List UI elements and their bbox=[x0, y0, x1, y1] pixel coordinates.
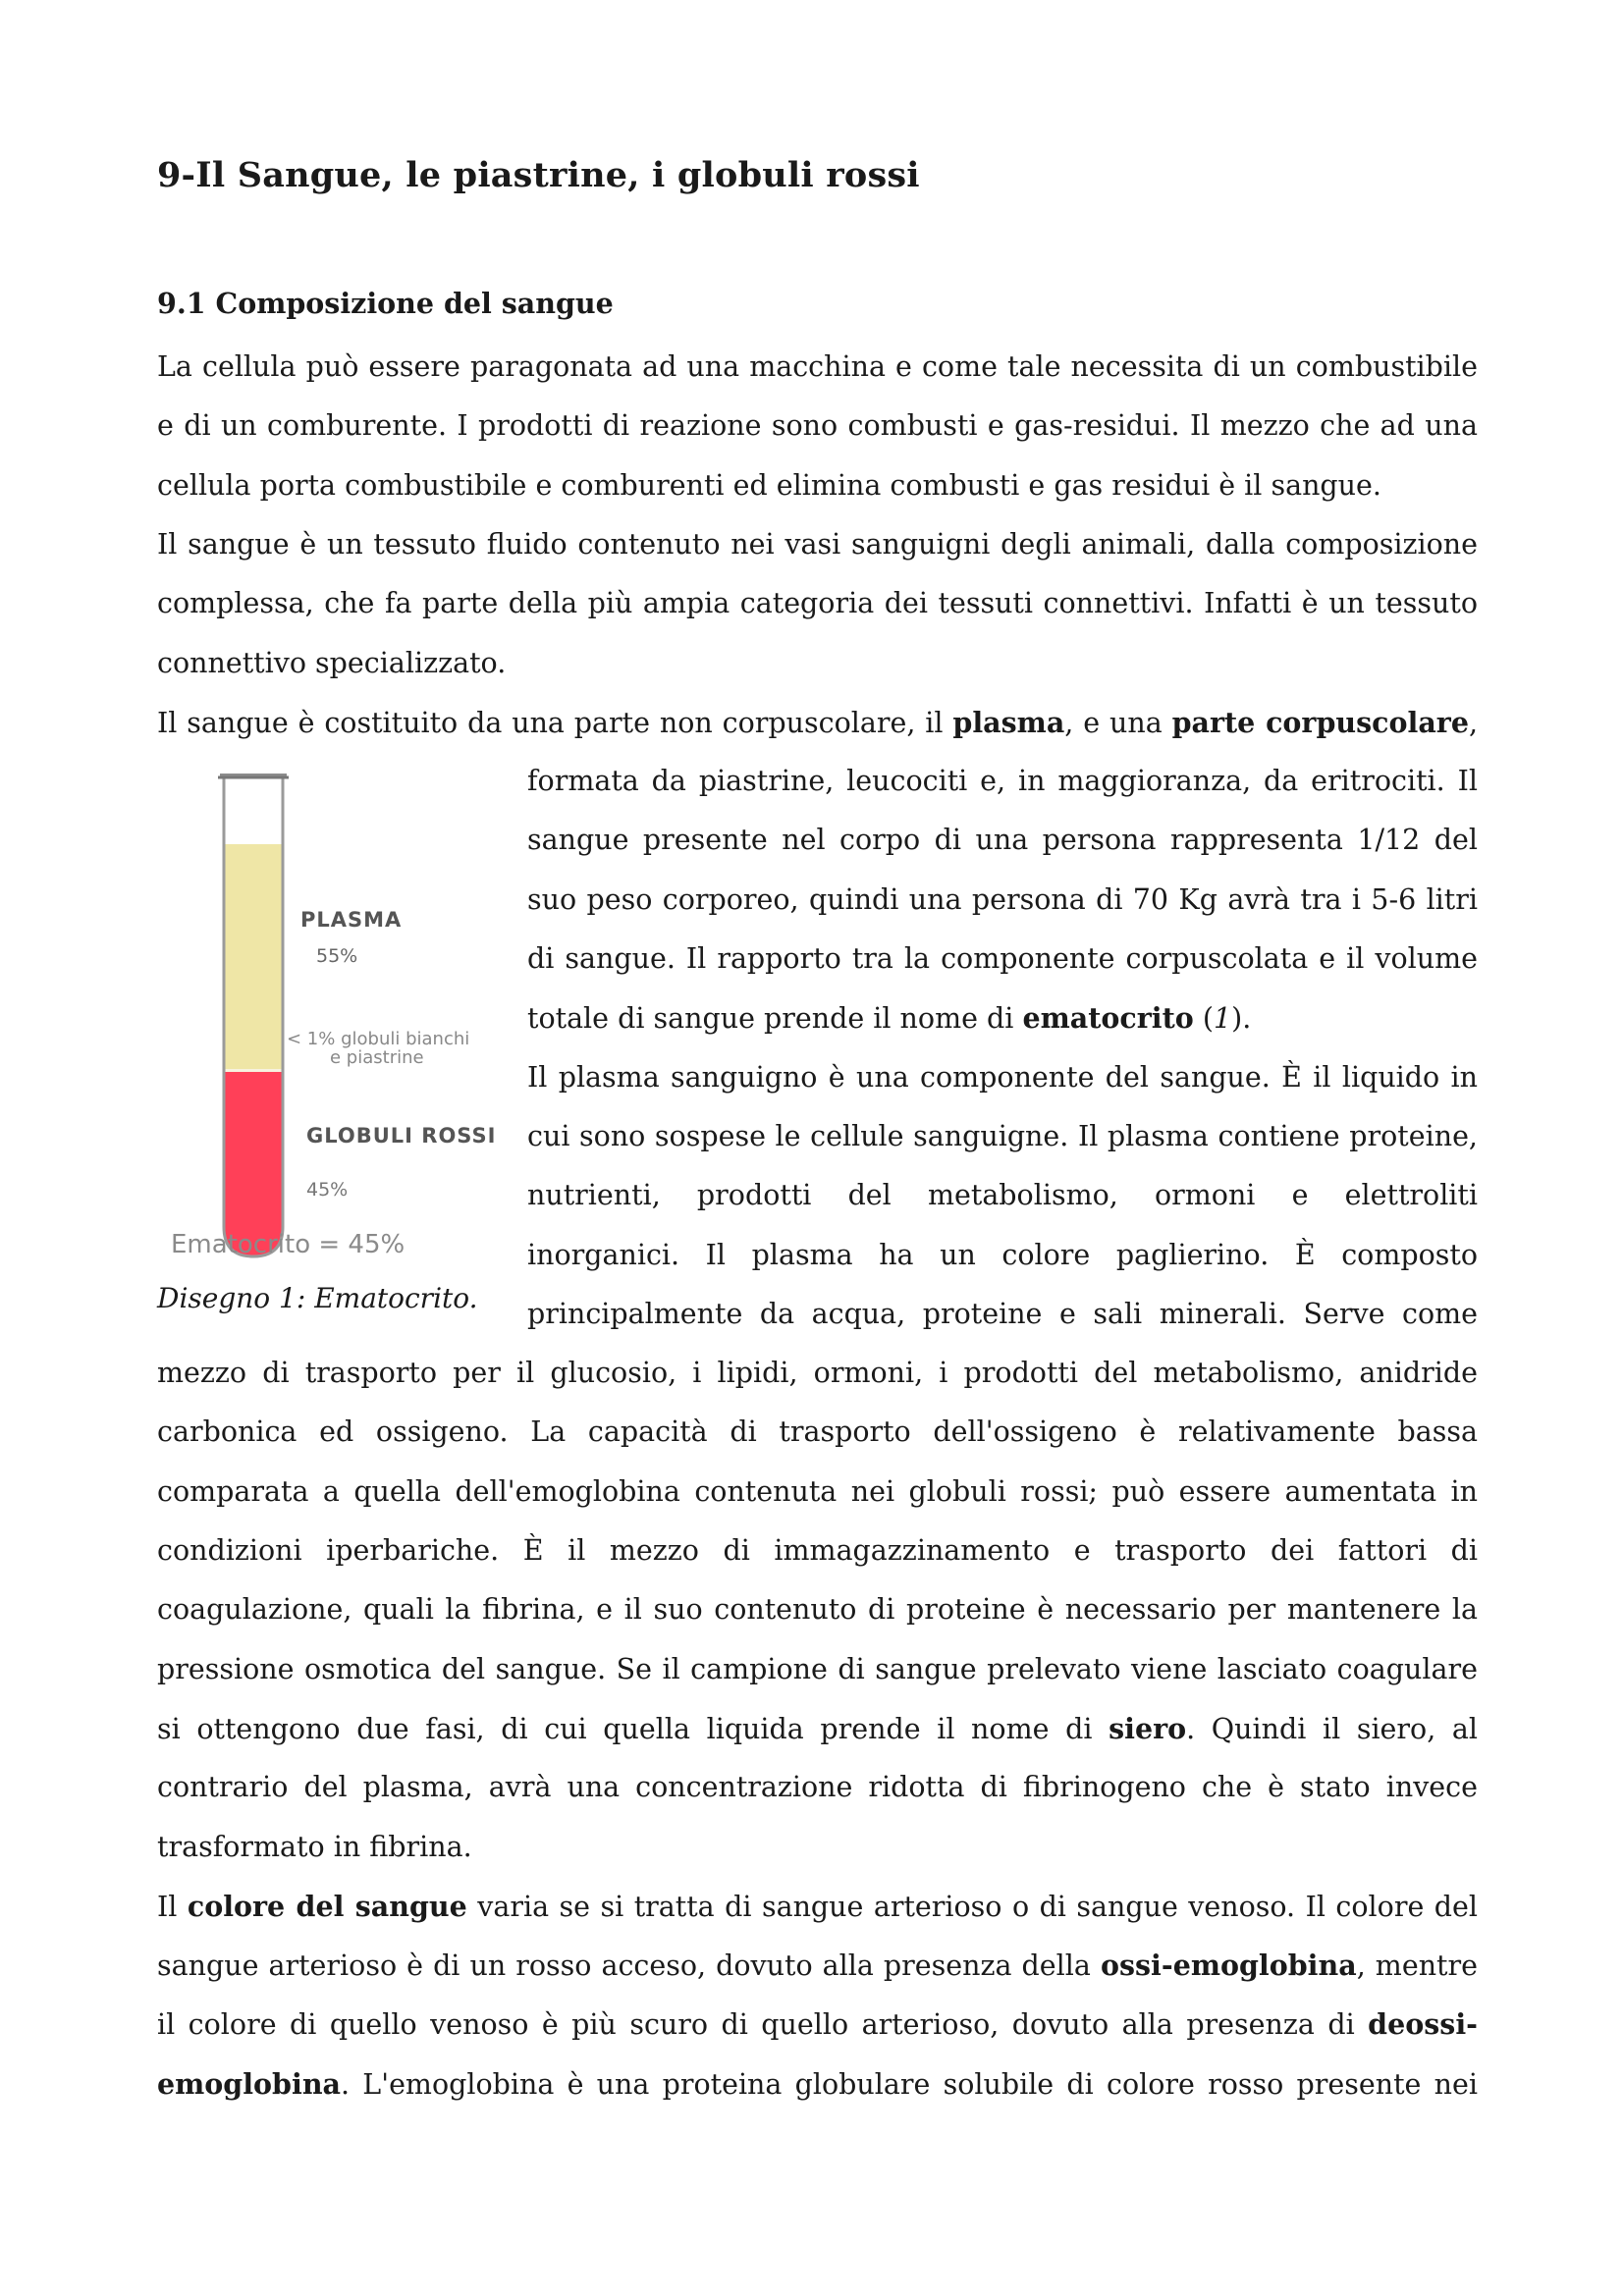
bold-term: plasma bbox=[952, 705, 1065, 739]
text-run: connettivo specializzato. bbox=[157, 646, 507, 679]
text-run: pressione osmotica del sangue. Se il campione di sangue prelevato viene lasciato coagulare bbox=[157, 1652, 1478, 1685]
test-tube-diagram bbox=[157, 766, 520, 1276]
text-line bbox=[157, 1403, 1478, 1462]
text-run: principalmente da acqua, proteine e sali minerali. Serve come bbox=[527, 1297, 1478, 1330]
text-run: sangue presente nel corpo di una persona rappresenta 1/12 del bbox=[527, 824, 1478, 857]
text-run: condizioni iperbariche. È il mezzo di immagazzinamento e trasporto dei fattori di bbox=[157, 1534, 1478, 1567]
text-line bbox=[157, 397, 1478, 455]
text-run: , bbox=[1468, 706, 1479, 739]
bold-term: emoglobina bbox=[157, 2066, 342, 2101]
bold-term: deossi- bbox=[1368, 2007, 1478, 2042]
text-run: Il sangue è costituito da una parte non corpuscolare, il bbox=[157, 706, 953, 739]
figure-ref: 1 bbox=[1213, 1002, 1232, 1036]
chapter-title: 9-Il Sangue, le piastrine, i globuli rossi bbox=[157, 155, 920, 195]
text-line bbox=[157, 1344, 1478, 1403]
text-run: complessa, che fa parte della più ampia categoria dei tessuti connettivi. Infatti è un tessuto bbox=[157, 587, 1478, 620]
text-run: si ottengono due fasi, di cui quella liquida prende il nome di bbox=[157, 1712, 1109, 1745]
rbc-label: GLOBULI ROSSI bbox=[306, 1124, 497, 1148]
text-run: cui sono sospese le cellule sanguigne. Il plasma contiene proteine, bbox=[527, 1119, 1478, 1152]
text-run: , mentre bbox=[1356, 1949, 1478, 1983]
text-line bbox=[157, 1522, 1478, 1580]
text-line bbox=[157, 515, 1478, 574]
text-line bbox=[157, 338, 1478, 397]
section-heading: 9.1 Composizione del sangue bbox=[157, 287, 614, 320]
text-run: formata da piastrine, leucociti e, in maggioranza, da eritrociti. Il bbox=[527, 765, 1478, 798]
plasma-layer bbox=[224, 844, 283, 1071]
text-line bbox=[157, 1640, 1478, 1699]
text-run: , e una bbox=[1064, 706, 1172, 739]
text-line bbox=[157, 1877, 1478, 1936]
text-line bbox=[157, 2055, 1478, 2113]
text-run: contrario del plasma, avrà una concentrazione ridotta di fibrinogeno che è stato invece bbox=[157, 1771, 1478, 1804]
text-run: mezzo di trasporto per il glucosio, i lipidi, ormoni, i prodotti del metabolismo, anidride bbox=[157, 1357, 1478, 1390]
buffy-label-line1: < 1% globuli bianchi bbox=[287, 1029, 470, 1049]
text-run: ( bbox=[1193, 1002, 1214, 1036]
buffy-coat-layer bbox=[224, 1069, 283, 1072]
text-line bbox=[527, 1226, 1478, 1285]
bold-term: colore del sangue bbox=[187, 1889, 467, 1923]
text-run: La cellula può essere paragonata ad una macchina e come tale necessita di un combustibile bbox=[157, 350, 1478, 383]
text-line bbox=[527, 752, 1478, 811]
text-line bbox=[157, 1818, 1478, 1877]
text-run: comparata a quella dell'emoglobina contenuta nei globuli rossi; può essere aumentata in bbox=[157, 1474, 1478, 1508]
text-line bbox=[157, 1758, 1478, 1817]
bold-term: ossi-emoglobina bbox=[1100, 1949, 1357, 1983]
plasma-percent: 55% bbox=[316, 945, 358, 967]
text-line bbox=[157, 693, 1478, 752]
text-run: . Quindi il siero, al bbox=[1186, 1712, 1478, 1745]
text-run: Il bbox=[157, 1890, 188, 1923]
text-line bbox=[527, 811, 1478, 870]
text-line bbox=[157, 574, 1478, 633]
text-run: . L'emoglobina è una proteina globulare solubile di colore rosso presente nei bbox=[341, 2067, 1478, 2101]
text-run: varia se si tratta di sangue arterioso o di sangue venoso. Il colore del bbox=[466, 1890, 1479, 1923]
text-line bbox=[157, 456, 1478, 515]
bold-term: siero bbox=[1109, 1711, 1187, 1745]
text-run: di sangue. Il rapporto tra la componente corpuscolata e il volume bbox=[527, 942, 1478, 975]
hematocrit-label: Ematocrito = 45% bbox=[171, 1230, 406, 1259]
red-cells-layer bbox=[224, 1071, 283, 1256]
bold-term: parte corpuscolare bbox=[1171, 705, 1469, 739]
text-run: nutrienti, prodotti del metabolismo, ormoni e elettroliti bbox=[527, 1179, 1478, 1212]
buffy-label-line2: e piastrine bbox=[330, 1047, 424, 1068]
text-line bbox=[157, 1463, 1478, 1522]
text-line bbox=[527, 871, 1478, 930]
text-run: carbonica ed ossigeno. La capacità di trasporto dell'ossigeno è relativamente bassa bbox=[157, 1415, 1478, 1449]
text-run: Il plasma sanguigno è una componente del sangue. È il liquido in bbox=[527, 1060, 1478, 1094]
text-line bbox=[527, 1166, 1478, 1225]
bold-term: ematocrito bbox=[1022, 1001, 1194, 1036]
text-line bbox=[527, 930, 1478, 988]
text-run: e di un comburente. I prodotti di reazione sono combusti e gas-residui. Il mezzo che ad una bbox=[157, 409, 1478, 443]
text-line bbox=[527, 1048, 1478, 1107]
text-run: Il sangue è un tessuto fluido contenuto nei vasi sanguigni degli animali, dalla composizione bbox=[157, 527, 1478, 561]
plasma-label: PLASMA bbox=[300, 908, 403, 932]
text-run: coagulazione, quali la fibrina, e il suo contenuto di proteine è necessario per mantenere la bbox=[157, 1593, 1478, 1627]
text-run: totale di sangue prende il nome di bbox=[527, 1002, 1023, 1036]
text-line bbox=[527, 1285, 1478, 1344]
text-run: il colore di quello venoso è più scuro di quello arterioso, dovuto alla presenza di bbox=[157, 2008, 1369, 2042]
text-line bbox=[527, 988, 1478, 1047]
text-run: cellula porta combustibile e comburenti ed elimina combusti e gas residui è il sangue. bbox=[157, 468, 1381, 502]
text-run: suo peso corporeo, quindi una persona di 70 Kg avrà tra i 5-6 litri bbox=[527, 882, 1478, 916]
text-line bbox=[527, 1107, 1478, 1166]
figure-caption: Disegno 1: Ematocrito. bbox=[157, 1282, 478, 1314]
text-run: ). bbox=[1231, 1002, 1252, 1036]
hematocrit-figure bbox=[157, 766, 520, 1315]
text-run: sangue arterioso è di un rosso acceso, dovuto alla presenza della bbox=[157, 1949, 1101, 1983]
text-line bbox=[157, 1995, 1478, 2054]
text-run: trasformato in fibrina. bbox=[157, 1830, 472, 1863]
text-line bbox=[157, 1580, 1478, 1639]
text-line bbox=[157, 634, 1478, 693]
rbc-percent: 45% bbox=[306, 1179, 349, 1201]
text-run: inorganici. Il plasma ha un colore paglierino. È composto bbox=[527, 1238, 1478, 1271]
text-line bbox=[157, 1936, 1478, 1995]
text-line bbox=[157, 1699, 1478, 1758]
